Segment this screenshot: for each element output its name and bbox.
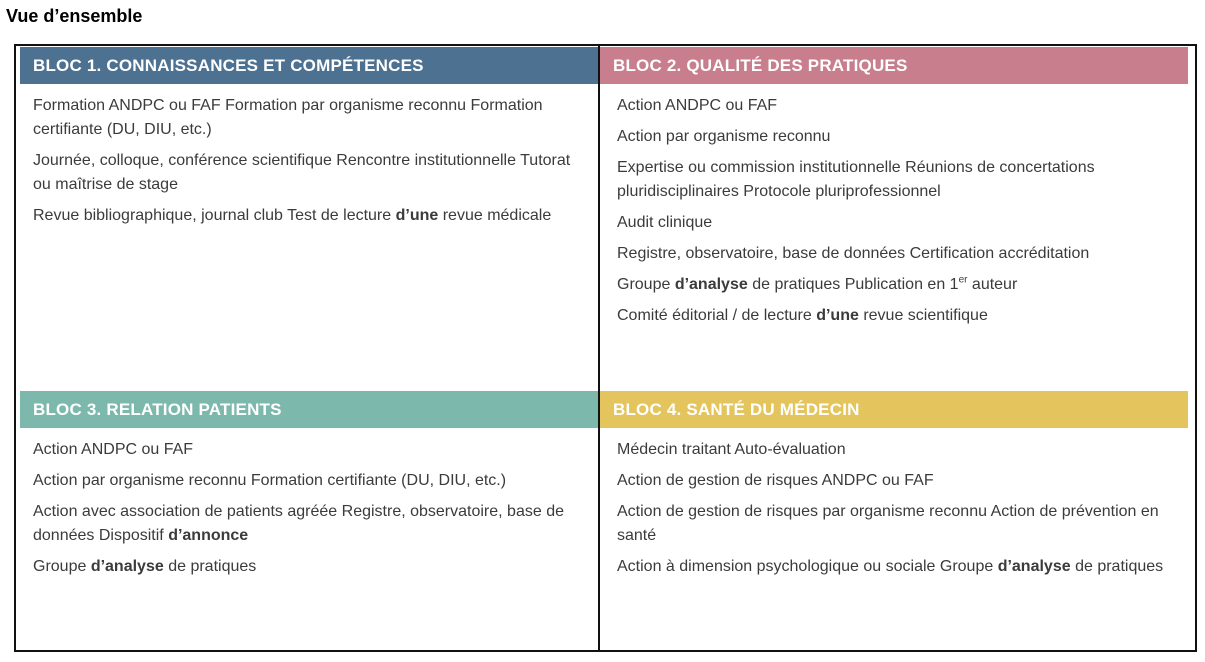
bloc-1-header-label: BLOC 1. CONNAISSANCES ET COMPÉTENCES xyxy=(33,55,424,75)
page-title: Vue d’ensemble xyxy=(6,6,143,26)
bloc-4-header-label: BLOC 4. SANTÉ DU MÉDECIN xyxy=(613,399,860,419)
bloc-4-content xyxy=(600,428,1195,579)
bloc-3-content xyxy=(16,428,598,579)
overview-table xyxy=(14,44,1197,652)
bloc-1-content xyxy=(16,84,598,228)
bloc-4-header xyxy=(600,391,1188,428)
block-item: Action avec association de patients agréée Registre, observatoire, base de données Dispositif d’annonce xyxy=(33,503,564,544)
block-item: Revue bibliographique, journal club Test de lecture d’une revue médicale xyxy=(33,207,552,224)
block-item: Journée, colloque, conférence scientifique Rencontre institutionnelle Tutorat ou maîtrise de stage xyxy=(33,152,571,193)
bloc-3-header xyxy=(20,391,598,428)
block-item: Action ANDPC ou FAF xyxy=(617,97,778,114)
block-item: Groupe d’analyse de pratiques xyxy=(33,558,257,575)
block-item: Audit clinique xyxy=(617,214,713,231)
block-item: Action à dimension psychologique ou sociale Groupe d’analyse de pratiques xyxy=(617,558,1164,575)
block-item: Expertise ou commission institutionnelle Réunions de concertations pluridisciplinaires Protocole pluriprofessionnel xyxy=(617,159,1095,200)
block-item: Action par organisme reconnu Formation certifiante (DU, DIU, etc.) xyxy=(33,472,507,489)
block-item: Action par organisme reconnu xyxy=(617,128,831,145)
block-item: Action ANDPC ou FAF xyxy=(33,441,194,458)
bloc-2-header-label: BLOC 2. QUALITÉ DES PRATIQUES xyxy=(613,55,908,75)
bloc-4-cell xyxy=(598,390,1195,650)
block-item: Médecin traitant Auto-évaluation xyxy=(617,441,846,458)
bloc-2-cell xyxy=(598,46,1195,390)
block-item: Comité éditorial / de lecture d’une revue scientifique xyxy=(617,307,988,324)
bloc-1-cell xyxy=(16,46,598,390)
block-item: Formation ANDPC ou FAF Formation par organisme reconnu Formation certifiante (DU, DIU, etc.) xyxy=(33,97,543,138)
bloc-3-cell xyxy=(16,390,598,650)
block-item: Action de gestion de risques par organisme reconnu Action de prévention en santé xyxy=(617,503,1159,544)
bloc-3-header-label: BLOC 3. RELATION PATIENTS xyxy=(33,399,282,419)
bloc-2-content xyxy=(600,84,1195,328)
bloc-2-header xyxy=(600,47,1188,84)
block-item: Groupe d’analyse de pratiques Publication en 1er auteur xyxy=(617,274,1018,293)
block-item: Action de gestion de risques ANDPC ou FAF xyxy=(617,472,934,489)
bloc-1-header xyxy=(20,47,598,84)
block-item: Registre, observatoire, base de données Certification accréditation xyxy=(617,245,1090,262)
